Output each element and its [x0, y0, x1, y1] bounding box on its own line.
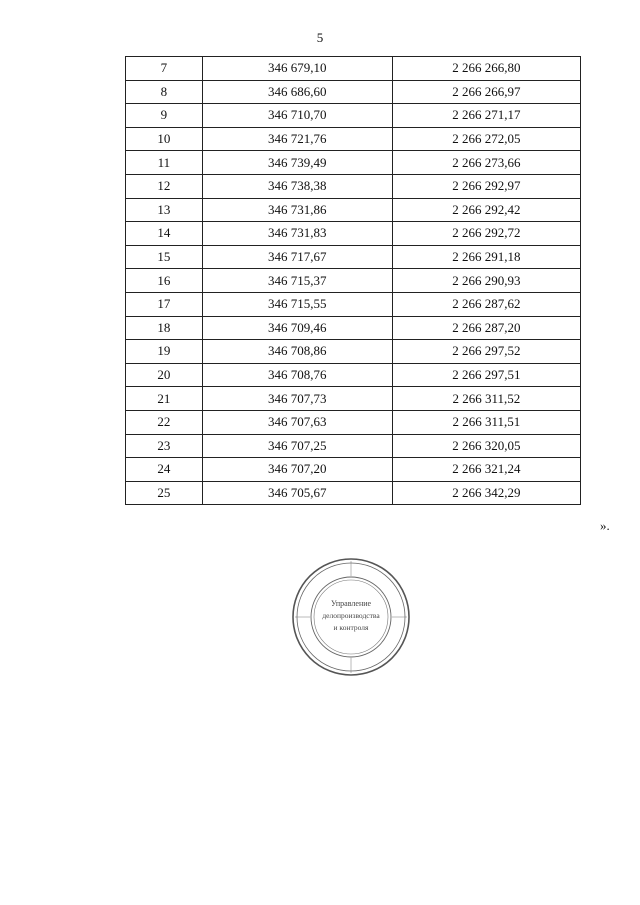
point-number-cell: 24 [126, 458, 203, 482]
point-number-cell: 8 [126, 80, 203, 104]
coordinates-table [125, 56, 581, 505]
table-row [126, 387, 581, 411]
y-coordinate-cell: 2 266 292,42 [392, 198, 580, 222]
point-number-cell: 17 [126, 292, 203, 316]
point-number-cell: 9 [126, 104, 203, 128]
table-row [126, 269, 581, 293]
y-coordinate-cell: 2 266 266,97 [392, 80, 580, 104]
point-number-cell: 22 [126, 410, 203, 434]
point-number-cell: 14 [126, 222, 203, 246]
x-coordinate-cell: 346 731,86 [202, 198, 392, 222]
point-number-cell: 13 [126, 198, 203, 222]
coordinates-table-body [126, 57, 581, 505]
table-row [126, 127, 581, 151]
point-number-cell: 15 [126, 245, 203, 269]
closing-quote: ». [600, 518, 610, 533]
x-coordinate-cell: 346 731,83 [202, 222, 392, 246]
x-coordinate-cell: 346 707,63 [202, 410, 392, 434]
y-coordinate-cell: 2 266 273,66 [392, 151, 580, 175]
table-row [126, 245, 581, 269]
x-coordinate-cell: 346 708,86 [202, 340, 392, 364]
y-coordinate-cell: 2 266 290,93 [392, 269, 580, 293]
y-coordinate-cell: 2 266 292,72 [392, 222, 580, 246]
stamp-line-3: и контроля [333, 623, 369, 632]
table-row [126, 80, 581, 104]
table-row [126, 151, 581, 175]
x-coordinate-cell: 346 679,10 [202, 57, 392, 81]
y-coordinate-cell: 2 266 266,80 [392, 57, 580, 81]
point-number-cell: 10 [126, 127, 203, 151]
y-coordinate-cell: 2 266 342,29 [392, 481, 580, 505]
table-row [126, 363, 581, 387]
x-coordinate-cell: 346 709,46 [202, 316, 392, 340]
table-row [126, 104, 581, 128]
y-coordinate-cell: 2 266 291,18 [392, 245, 580, 269]
point-number-cell: 20 [126, 363, 203, 387]
x-coordinate-cell: 346 715,37 [202, 269, 392, 293]
table-row [126, 410, 581, 434]
x-coordinate-cell: 346 715,55 [202, 292, 392, 316]
x-coordinate-cell: 346 707,25 [202, 434, 392, 458]
y-coordinate-cell: 2 266 320,05 [392, 434, 580, 458]
y-coordinate-cell: 2 266 297,51 [392, 363, 580, 387]
point-number-cell: 23 [126, 434, 203, 458]
table-row [126, 57, 581, 81]
y-coordinate-cell: 2 266 311,52 [392, 387, 580, 411]
point-number-cell: 21 [126, 387, 203, 411]
page-number: 5 [316, 30, 324, 45]
table-row [126, 198, 581, 222]
x-coordinate-cell: 346 686,60 [202, 80, 392, 104]
point-number-cell: 25 [126, 481, 203, 505]
y-coordinate-cell: 2 266 321,24 [392, 458, 580, 482]
table-row [126, 434, 581, 458]
y-coordinate-cell: 2 266 292,97 [392, 174, 580, 198]
table-row [126, 222, 581, 246]
point-number-cell: 18 [126, 316, 203, 340]
y-coordinate-cell: 2 266 297,52 [392, 340, 580, 364]
x-coordinate-cell: 346 721,76 [202, 127, 392, 151]
table-row [126, 292, 581, 316]
x-coordinate-cell: 346 707,73 [202, 387, 392, 411]
point-number-cell: 7 [126, 57, 203, 81]
table-row [126, 340, 581, 364]
official-seal-stamp [290, 556, 412, 678]
y-coordinate-cell: 2 266 287,20 [392, 316, 580, 340]
stamp-line-1: Управление [330, 599, 372, 608]
y-coordinate-cell: 2 266 272,05 [392, 127, 580, 151]
table-row [126, 458, 581, 482]
x-coordinate-cell: 346 739,49 [202, 151, 392, 175]
x-coordinate-cell: 346 705,67 [202, 481, 392, 505]
x-coordinate-cell: 346 707,20 [202, 458, 392, 482]
y-coordinate-cell: 2 266 311,51 [392, 410, 580, 434]
x-coordinate-cell: 346 717,67 [202, 245, 392, 269]
table-row [126, 174, 581, 198]
point-number-cell: 19 [126, 340, 203, 364]
x-coordinate-cell: 346 738,38 [202, 174, 392, 198]
stamp-line-2: делопроизводства [322, 611, 380, 620]
point-number-cell: 12 [126, 174, 203, 198]
x-coordinate-cell: 346 708,76 [202, 363, 392, 387]
point-number-cell: 16 [126, 269, 203, 293]
x-coordinate-cell: 346 710,70 [202, 104, 392, 128]
y-coordinate-cell: 2 266 287,62 [392, 292, 580, 316]
table-row [126, 481, 581, 505]
table-row [126, 316, 581, 340]
point-number-cell: 11 [126, 151, 203, 175]
y-coordinate-cell: 2 266 271,17 [392, 104, 580, 128]
